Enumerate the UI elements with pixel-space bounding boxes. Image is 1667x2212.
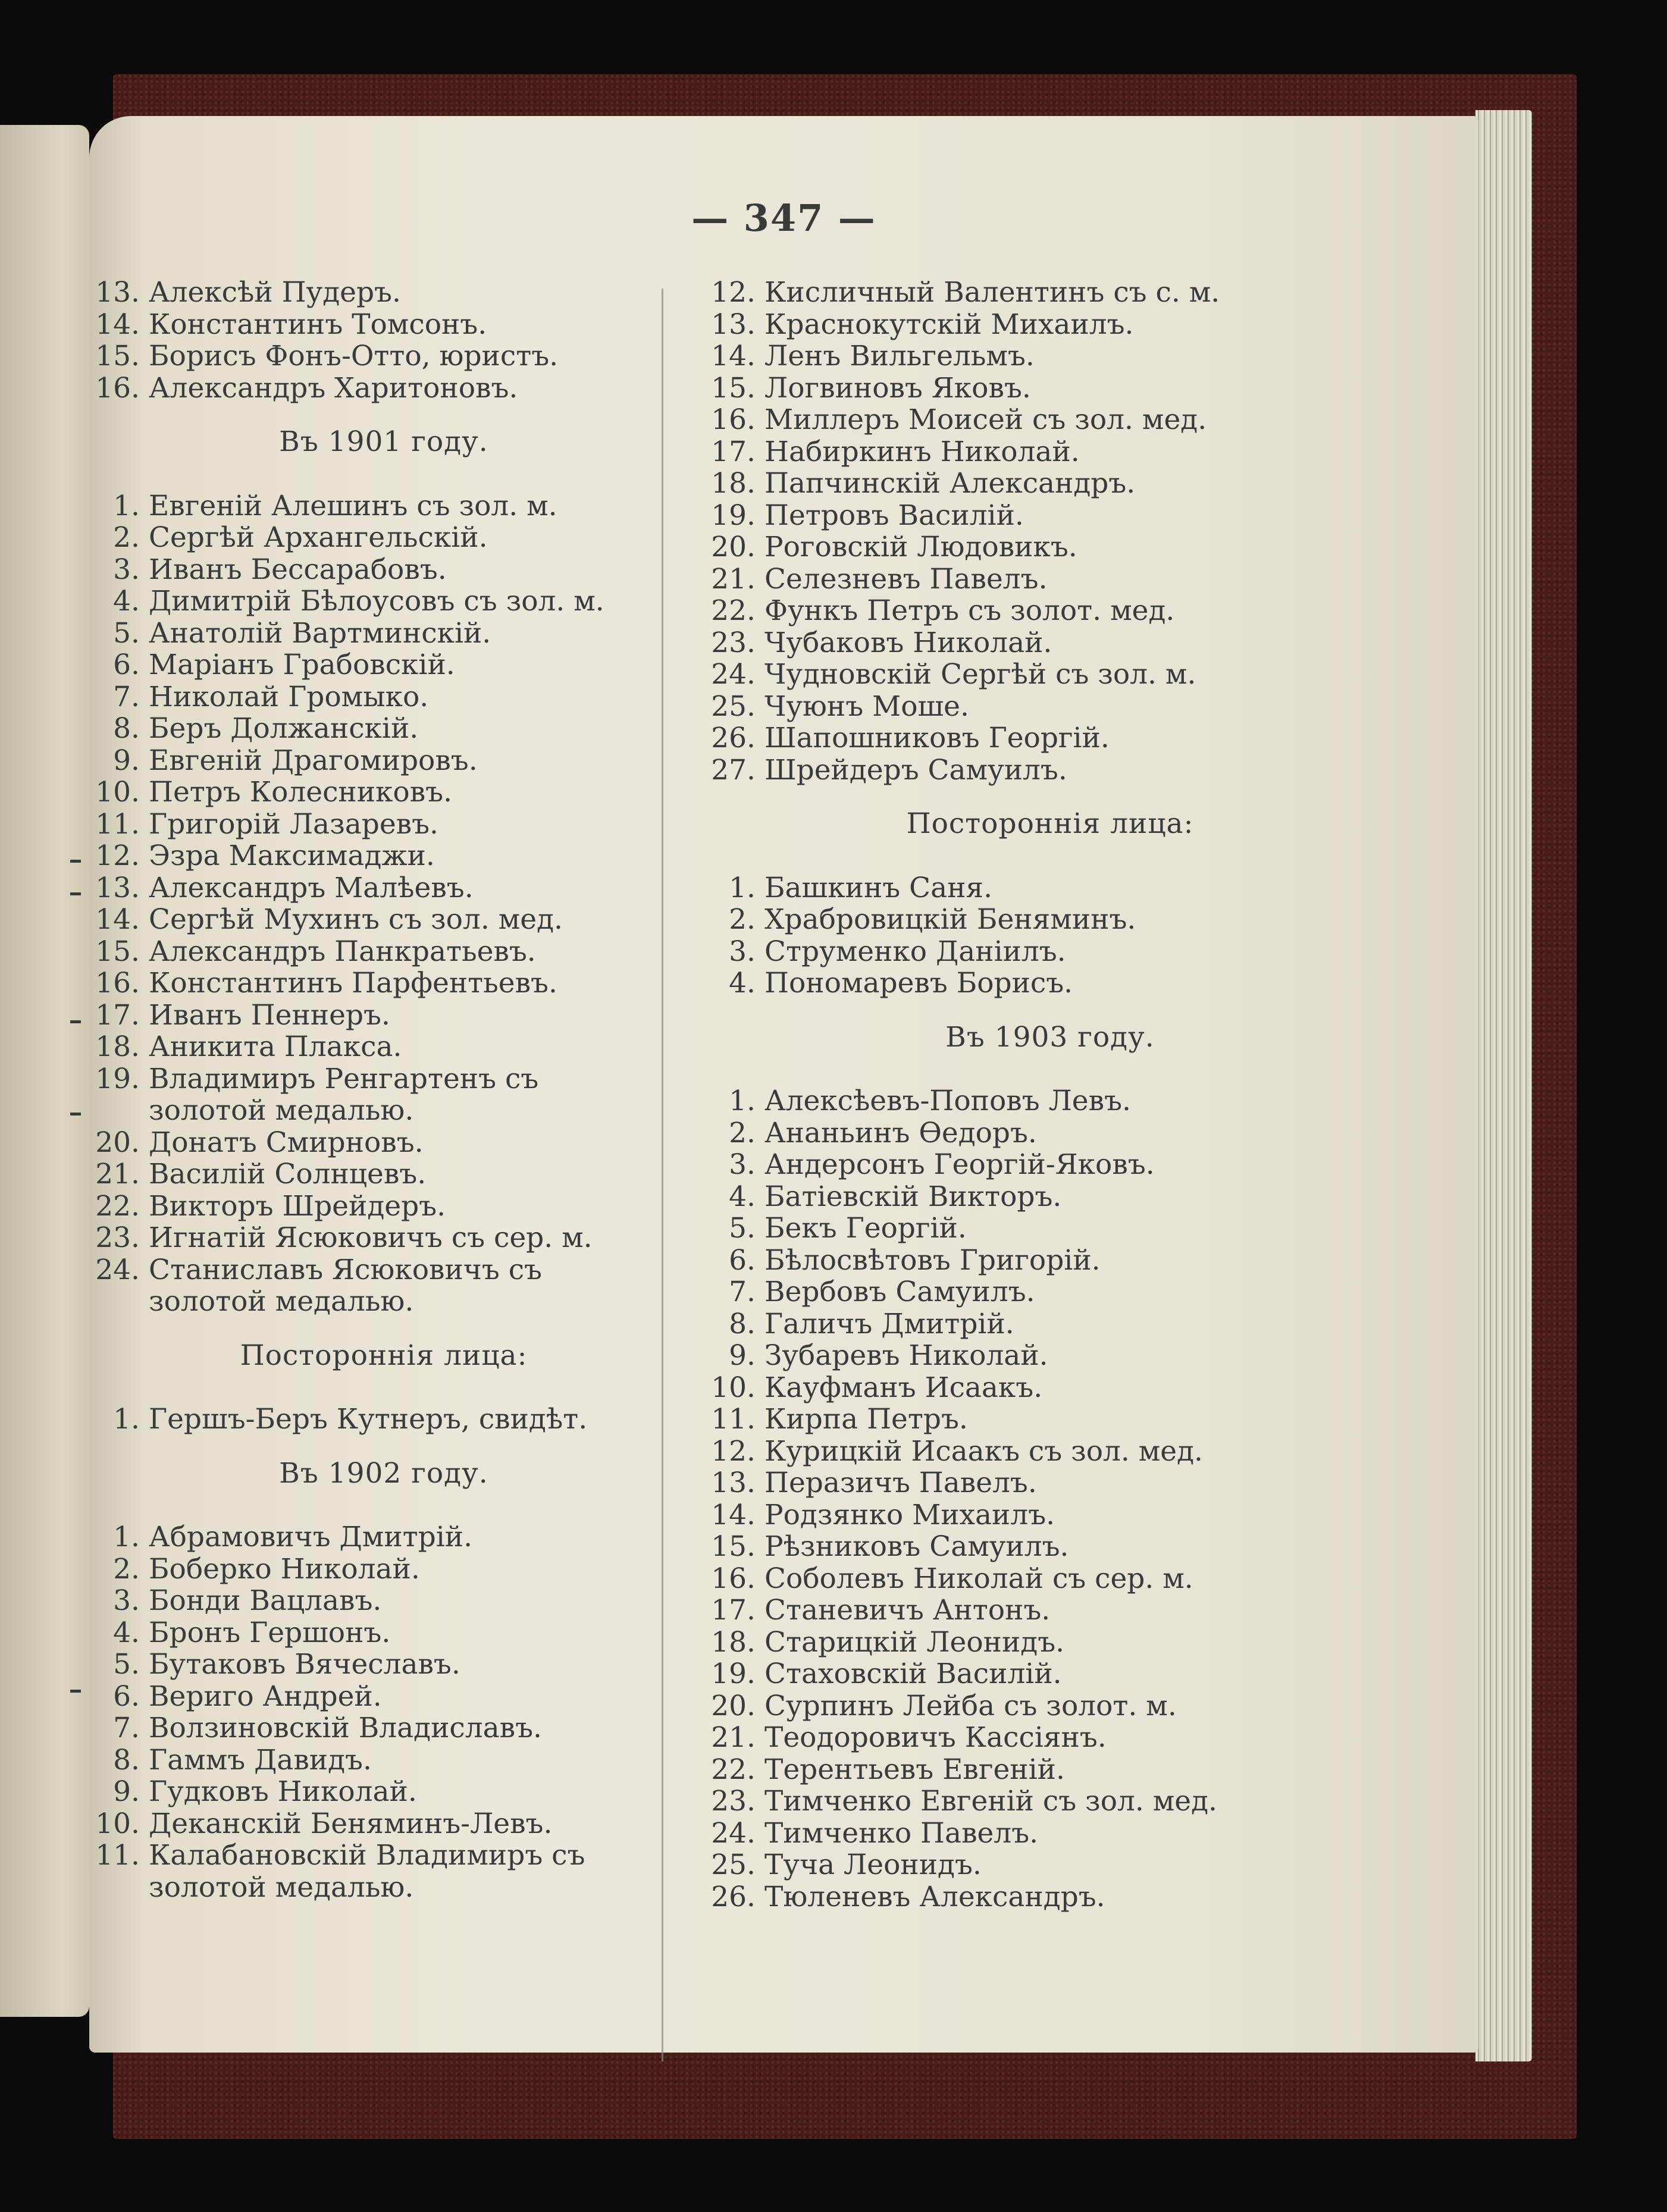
- list-item: [693, 1818, 1407, 1850]
- item-name: Бекъ Георгій.: [764, 1212, 967, 1245]
- item-name: Евгеній Алешинъ съ зол. м.: [149, 489, 557, 522]
- item-number: 23.: [711, 1785, 756, 1818]
- item-name: Ананьинъ Өедоръ.: [764, 1116, 1037, 1149]
- item-name: Василій Солнцевъ.: [149, 1158, 427, 1190]
- list-item: [693, 754, 1407, 787]
- list-item: [693, 1722, 1407, 1754]
- item-name: Чудновскій Сергѣй съ зол. м.: [764, 658, 1196, 691]
- item-name: Эзра Максимаджи.: [149, 839, 435, 872]
- item-number: 14.: [95, 903, 140, 936]
- item-name: Владимиръ Ренгартенъ съ: [149, 1062, 539, 1095]
- previous-page-mark: [70, 1690, 81, 1693]
- item-name: Рѣзниковъ Самуилъ.: [764, 1530, 1069, 1563]
- item-number: 24.: [95, 1253, 140, 1286]
- item-name: Калабановскій Владимиръ съ: [149, 1839, 585, 1872]
- item-name: Башкинъ Саня.: [764, 871, 993, 904]
- list-item: [693, 436, 1407, 468]
- item-name: Гудковъ Николай.: [149, 1775, 417, 1808]
- list-item: [92, 372, 657, 405]
- item-name: Борисъ Фонъ-Отто, юристъ.: [149, 340, 559, 372]
- item-name: Храбровицкій Беняминъ.: [764, 903, 1136, 936]
- item-number: 14.: [95, 308, 140, 341]
- list-item: [92, 277, 657, 309]
- item-number: 23.: [95, 1221, 140, 1254]
- list-item: [693, 1785, 1407, 1818]
- list-1902: [92, 1521, 657, 1903]
- item-number: 25.: [711, 1848, 756, 1881]
- item-name: Соболевъ Николай съ сер. м.: [764, 1562, 1193, 1595]
- item-name: Константинъ Томсонъ.: [149, 308, 487, 341]
- item-number: 1.: [113, 1521, 140, 1553]
- item-number: 19.: [95, 1062, 140, 1095]
- item-name: Николай Громыко.: [149, 680, 429, 713]
- previous-page-mark: [70, 1020, 81, 1023]
- item-number: 5.: [113, 1648, 140, 1681]
- page-edges: [1475, 110, 1532, 2061]
- list-item: [92, 1158, 657, 1190]
- section-heading-1902: Въ 1902 году.: [279, 1456, 488, 1490]
- item-name: Селезневъ Павелъ.: [764, 562, 1048, 596]
- item-number: 23.: [711, 626, 756, 659]
- list-item: [92, 1031, 657, 1063]
- list-item: [92, 585, 657, 618]
- list-item: [693, 1531, 1407, 1563]
- list-item: [92, 490, 657, 522]
- previous-page-mark: [70, 892, 81, 895]
- item-number: 5.: [729, 1212, 756, 1245]
- item-name: Вериго Андрей.: [149, 1680, 382, 1713]
- item-number: 16.: [711, 1562, 756, 1595]
- list-outsiders-1901: [92, 1403, 657, 1436]
- list-item: [92, 1521, 657, 1553]
- list-item: [92, 745, 657, 777]
- item-name: Функъ Петръ съ золот. мед.: [764, 594, 1175, 627]
- page-number: — 347 —: [691, 196, 876, 240]
- list-item: [92, 522, 657, 554]
- section-heading-outsiders-1902: Постороннія лица:: [906, 807, 1194, 840]
- item-number: 18.: [711, 467, 756, 500]
- list-item: [92, 649, 657, 681]
- item-name: Гаммъ Давидъ.: [149, 1743, 372, 1777]
- item-name: Набиркинъ Николай.: [764, 435, 1080, 468]
- item-number: 6.: [729, 1243, 756, 1277]
- item-name: Логвиновъ Яковъ.: [764, 371, 1031, 405]
- list-item: [92, 809, 657, 841]
- list-item: [92, 1190, 657, 1223]
- list-item: [693, 277, 1407, 309]
- item-number: 16.: [95, 967, 140, 1000]
- item-name: Пономаревъ Борисъ.: [764, 967, 1073, 1000]
- item-name: Туча Леонидъ.: [764, 1848, 982, 1881]
- item-number: 15.: [711, 371, 756, 405]
- item-name: Александръ Харитоновъ.: [149, 371, 518, 405]
- item-number: 4.: [729, 967, 756, 1000]
- item-name: Стаховскій Василій.: [764, 1658, 1062, 1690]
- list-item: [693, 1340, 1407, 1372]
- item-name: Иванъ Пеннеръ.: [149, 998, 390, 1032]
- item-number: 7.: [113, 680, 140, 713]
- item-name: Алексѣй Пудеръ.: [149, 276, 401, 309]
- list-item: [92, 1553, 657, 1586]
- item-name: Иванъ Бессарабовъ.: [149, 553, 447, 586]
- item-number: 26.: [711, 1880, 756, 1913]
- item-name: Родзянко Михаилъ.: [764, 1498, 1055, 1531]
- list-outsiders-1902: [693, 872, 1407, 1000]
- list-item: [92, 1222, 657, 1254]
- item-number: 17.: [711, 435, 756, 468]
- item-number: 20.: [711, 531, 756, 563]
- item-name: Краснокутскій Михаилъ.: [764, 308, 1134, 341]
- item-number: 4.: [113, 585, 140, 618]
- item-number: 18.: [711, 1625, 756, 1659]
- item-number: 21.: [95, 1158, 140, 1190]
- list-item: [693, 1085, 1407, 1117]
- item-number: 1.: [113, 1403, 140, 1436]
- item-number: 2.: [113, 1552, 140, 1586]
- list-item: [92, 967, 657, 1000]
- item-name: Александръ Малѣевъ.: [149, 871, 474, 904]
- item-name: Гершъ-Беръ Кутнеръ, свидѣт.: [149, 1403, 588, 1436]
- item-number: 6.: [113, 1680, 140, 1713]
- item-name: Сергѣй Архангельскій.: [149, 521, 488, 554]
- item-number: 17.: [95, 998, 140, 1032]
- item-number: 9.: [113, 1775, 140, 1808]
- item-name: Сергѣй Мухинъ съ зол. мед.: [149, 903, 563, 936]
- list-item: [693, 1181, 1407, 1213]
- item-name: Боберко Николай.: [149, 1552, 420, 1586]
- item-name: Перазичъ Павелъ.: [764, 1467, 1037, 1499]
- item-continuation: золотой медалью.: [149, 1871, 414, 1904]
- book-page: [89, 116, 1478, 2053]
- list-item: [693, 1754, 1407, 1786]
- item-number: 21.: [711, 562, 756, 596]
- list-item: [693, 967, 1407, 1000]
- item-name: Бонди Вацлавъ.: [149, 1584, 382, 1617]
- item-name: Анатолій Вартминскій.: [149, 616, 491, 650]
- item-number: 3.: [729, 935, 756, 968]
- item-number: 14.: [711, 340, 756, 372]
- item-number: 3.: [113, 553, 140, 586]
- list-item: [92, 776, 657, 809]
- list-item: [693, 627, 1407, 659]
- list-item: [693, 309, 1407, 341]
- list-item: [92, 340, 657, 372]
- item-number: 15.: [95, 340, 140, 372]
- item-number: 12.: [95, 839, 140, 872]
- item-number: 21.: [711, 1721, 756, 1754]
- item-number: 8.: [729, 1307, 756, 1340]
- item-number: 15.: [95, 935, 140, 968]
- item-number: 12.: [711, 276, 756, 309]
- item-number: 1.: [113, 489, 140, 522]
- item-number: 10.: [95, 776, 140, 809]
- list-item: [92, 1617, 657, 1649]
- item-name: Бѣлосвѣтовъ Григорій.: [764, 1243, 1101, 1277]
- item-name: Папчинскій Александръ.: [764, 467, 1136, 500]
- list-item: [92, 1254, 657, 1286]
- item-number: 25.: [711, 690, 756, 723]
- list-item: [693, 872, 1407, 904]
- item-name: Абрамовичъ Дмитрій.: [149, 1521, 473, 1553]
- section-heading-1903: Въ 1903 году.: [945, 1020, 1155, 1054]
- item-name: Донатъ Смирновъ.: [149, 1126, 424, 1159]
- previous-page-mark: [70, 860, 81, 863]
- item-name: Тимченко Евгеній съ зол. мед.: [764, 1785, 1217, 1818]
- item-name: Станиславъ Ясюковичъ съ: [149, 1253, 542, 1286]
- list-item: [92, 1063, 657, 1095]
- item-number: 19.: [711, 1658, 756, 1690]
- list-item: [693, 1467, 1407, 1499]
- item-number: 9.: [729, 1339, 756, 1372]
- list-item: [693, 1658, 1407, 1690]
- list-item: [92, 681, 657, 713]
- list-item: [693, 1881, 1407, 1913]
- list-item: [693, 1849, 1407, 1881]
- list-item: [693, 468, 1407, 500]
- item-number: 24.: [711, 658, 756, 691]
- item-number: 10.: [711, 1371, 756, 1404]
- item-number: 19.: [711, 499, 756, 532]
- item-number: 11.: [95, 1839, 140, 1872]
- item-number: 22.: [95, 1189, 140, 1223]
- item-name: Шрейдеръ Самуилъ.: [764, 753, 1067, 787]
- item-number: 10.: [95, 1807, 140, 1840]
- list-item: [92, 1681, 657, 1713]
- list-item: [693, 1499, 1407, 1531]
- list-item: [693, 1436, 1407, 1468]
- item-number: 1.: [729, 1085, 756, 1117]
- item-number: 8.: [113, 1743, 140, 1777]
- item-name: Сурпинъ Лейба съ золот. м.: [764, 1689, 1177, 1722]
- item-number: 11.: [95, 807, 140, 841]
- list-item: [92, 309, 657, 341]
- item-number: 22.: [711, 1753, 756, 1786]
- item-number: 20.: [711, 1689, 756, 1722]
- list-item: [693, 1117, 1407, 1149]
- item-name: Димитрій Бѣлоусовъ съ зол. м.: [149, 585, 604, 618]
- item-name: Аникита Плакса.: [149, 1030, 402, 1063]
- list-item: [92, 1808, 657, 1840]
- item-name: Кисличный Валентинъ съ с. м.: [764, 276, 1220, 309]
- item-number: 12.: [711, 1434, 756, 1468]
- item-name: Ленъ Вильгельмъ.: [764, 340, 1035, 372]
- list-item: [92, 1000, 657, 1032]
- item-name: Миллеръ Моисей съ зол. мед.: [764, 403, 1207, 436]
- list-item: [693, 1627, 1407, 1659]
- item-name: Игнатій Ясюковичъ съ сер. м.: [149, 1221, 593, 1254]
- list-item: [92, 936, 657, 968]
- previous-page-mark: [70, 1113, 81, 1116]
- item-name: Евгеній Драгомировъ.: [149, 744, 478, 777]
- item-name: Чубаковъ Николай.: [764, 626, 1052, 659]
- item-number: 7.: [729, 1276, 756, 1308]
- list-item: [693, 1563, 1407, 1595]
- section-heading-outsiders-1901: Постороннія лица:: [240, 1339, 528, 1372]
- list-1903: [693, 1085, 1407, 1913]
- item-number: 4.: [729, 1180, 756, 1213]
- item-name: Станевичъ Антонъ.: [764, 1594, 1051, 1627]
- column-divider: [662, 289, 663, 2061]
- item-name: Шапошниковъ Георгій.: [764, 722, 1110, 754]
- item-number: 3.: [113, 1584, 140, 1617]
- item-number: 24.: [711, 1816, 756, 1850]
- list-item: [693, 531, 1407, 563]
- list-item: [92, 713, 657, 745]
- list-item: [92, 1585, 657, 1617]
- item-number: 15.: [711, 1530, 756, 1563]
- list-item: [693, 936, 1407, 968]
- item-number: 13.: [95, 871, 140, 904]
- item-name: Чуюнъ Моше.: [764, 690, 969, 723]
- list-item: [92, 904, 657, 936]
- item-number: 8.: [113, 712, 140, 745]
- list-item: [693, 372, 1407, 405]
- item-number: 7.: [113, 1712, 140, 1744]
- item-number: 13.: [711, 308, 756, 341]
- item-name: Тимченко Павелъ.: [764, 1816, 1039, 1850]
- item-number: 6.: [113, 648, 140, 681]
- list-item: [693, 904, 1407, 936]
- item-name: Петровъ Василій.: [764, 499, 1024, 532]
- list-item: [693, 340, 1407, 372]
- item-name: Зубаревъ Николай.: [764, 1339, 1048, 1372]
- item-number: 3.: [729, 1148, 756, 1181]
- item-name: Батіевскій Викторъ.: [764, 1180, 1062, 1213]
- item-number: 11.: [711, 1403, 756, 1436]
- item-name: Александръ Панкратьевъ.: [149, 935, 536, 968]
- list-item: [693, 1276, 1407, 1308]
- item-number: 2.: [113, 521, 140, 554]
- item-name: Галичъ Дмитрій.: [764, 1307, 1014, 1340]
- item-number: 14.: [711, 1498, 756, 1531]
- item-name: Бутаковъ Вячеславъ.: [149, 1648, 460, 1681]
- item-name: Петръ Колесниковъ.: [149, 776, 453, 809]
- item-name: Деканскій Беняминъ-Левъ.: [149, 1807, 553, 1840]
- item-name: Вербовъ Самуилъ.: [764, 1276, 1035, 1308]
- list-item: [92, 840, 657, 872]
- item-name: Теодоровичъ Кассіянъ.: [764, 1721, 1107, 1754]
- item-number: 16.: [711, 403, 756, 436]
- list-item: [92, 1649, 657, 1681]
- item-name: Тюленевъ Александръ.: [764, 1880, 1105, 1913]
- item-number: 26.: [711, 722, 756, 754]
- item-name: Кауфманъ Исаакъ.: [764, 1371, 1043, 1404]
- list-item: [92, 1403, 657, 1436]
- item-number: 20.: [95, 1126, 140, 1159]
- list-item: [92, 1744, 657, 1777]
- item-number: 17.: [711, 1594, 756, 1627]
- list-item: [693, 659, 1407, 691]
- list-item: [693, 595, 1407, 627]
- list-item: [92, 618, 657, 650]
- item-name: Курицкій Исаакъ съ зол. мед.: [764, 1434, 1203, 1468]
- item-name: Терентьевъ Евгеній.: [764, 1753, 1065, 1786]
- list-item: [92, 1712, 657, 1744]
- item-number: 13.: [95, 276, 140, 309]
- list-item: [693, 722, 1407, 754]
- list-item: [92, 872, 657, 904]
- list-continued: [92, 277, 657, 404]
- list-item: [92, 1776, 657, 1808]
- item-name: Волзиновскій Владиславъ.: [149, 1712, 542, 1744]
- list-item: [693, 1690, 1407, 1722]
- list-item: [693, 1245, 1407, 1277]
- left-column: [92, 277, 657, 1903]
- list-item: [693, 563, 1407, 596]
- item-number: 2.: [729, 903, 756, 936]
- list-1902-continued: [693, 277, 1407, 786]
- item-name: Константинъ Парфентьевъ.: [149, 967, 557, 1000]
- list-item: [693, 1149, 1407, 1181]
- item-name: Викторъ Шрейдеръ.: [149, 1189, 446, 1223]
- list-item: [693, 1212, 1407, 1245]
- item-number: 1.: [729, 871, 756, 904]
- list-item: [693, 1594, 1407, 1627]
- item-number: 16.: [95, 371, 140, 405]
- item-name: Струменко Даніилъ.: [764, 935, 1066, 968]
- item-number: 4.: [113, 1616, 140, 1649]
- list-item: [693, 500, 1407, 532]
- item-number: 5.: [113, 616, 140, 650]
- list-item: [92, 1127, 657, 1159]
- list-item: [693, 691, 1407, 723]
- item-continuation: золотой медалью.: [149, 1094, 414, 1127]
- list-item: [693, 1308, 1407, 1340]
- item-continuation: золотой медалью.: [149, 1285, 414, 1318]
- list-item: [693, 404, 1407, 436]
- list-item: [693, 1372, 1407, 1404]
- item-name: Маріанъ Грабовскій.: [149, 648, 455, 681]
- item-name: Алексѣевъ-Поповъ Левъ.: [764, 1085, 1131, 1117]
- item-name: Кирпа Петръ.: [764, 1403, 968, 1436]
- item-number: 18.: [95, 1030, 140, 1063]
- item-name: Старицкій Леонидъ.: [764, 1625, 1065, 1659]
- item-number: 2.: [729, 1116, 756, 1149]
- list-item: [92, 554, 657, 586]
- item-number: 13.: [711, 1467, 756, 1499]
- item-name: Бронъ Гершонъ.: [149, 1616, 391, 1649]
- item-name: Андерсонъ Георгій-Яковъ.: [764, 1148, 1155, 1181]
- item-name: Роговскій Людовикъ.: [764, 531, 1077, 563]
- previous-page-edge: [0, 125, 89, 2017]
- item-number: 9.: [113, 744, 140, 777]
- item-name: Беръ Должанскій.: [149, 712, 419, 745]
- section-heading-1901: Въ 1901 году.: [279, 425, 488, 458]
- item-number: 22.: [711, 594, 756, 627]
- right-column: [693, 277, 1407, 1913]
- list-item: [92, 1840, 657, 1872]
- list-1901: [92, 490, 657, 1318]
- item-number: 27.: [711, 753, 756, 787]
- list-item: [693, 1403, 1407, 1436]
- item-name: Григорій Лазаревъ.: [149, 807, 438, 841]
